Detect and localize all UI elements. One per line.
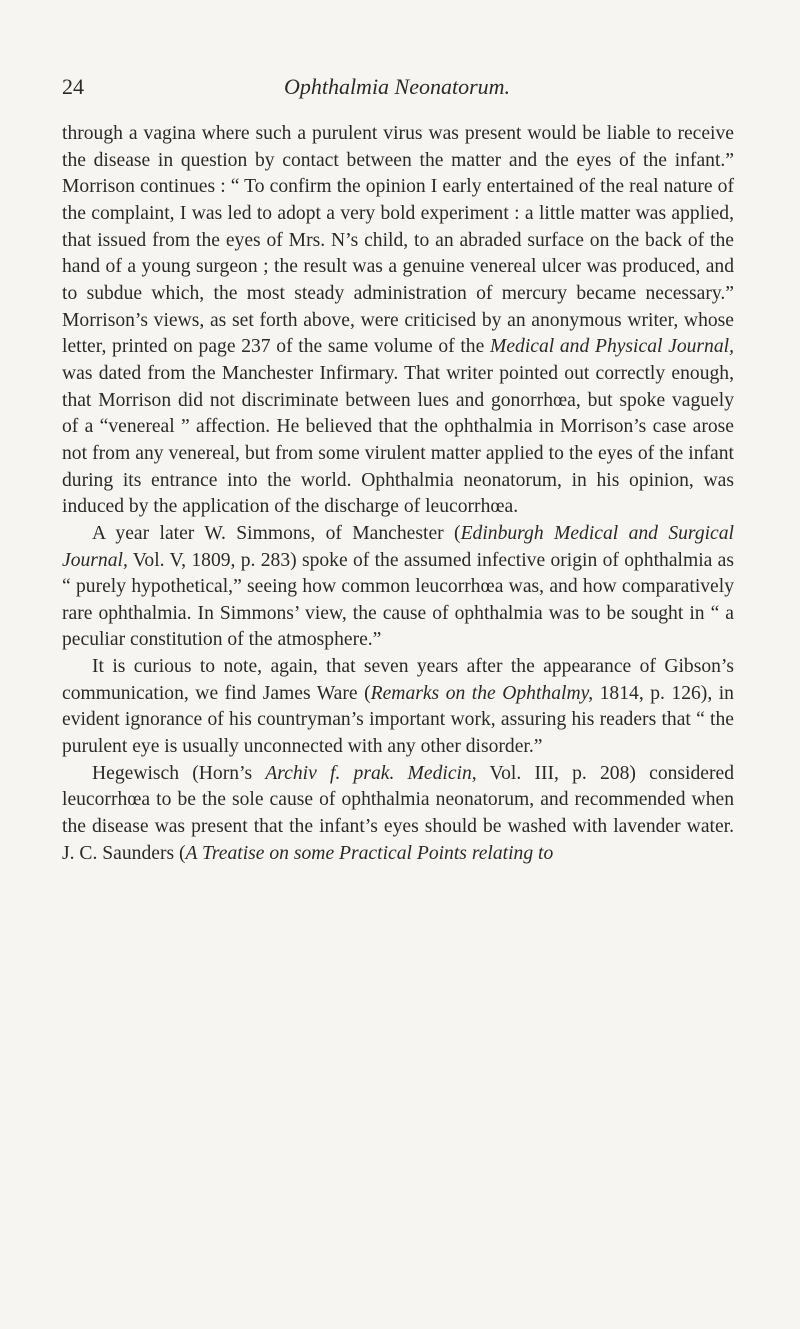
text-segment: 1814, p. 126), in evident ignorance of his countryman’s important work, assuring his readers that “ the purulent eye is usually unconnected with any other disorder.”	[62, 682, 734, 758]
text-segment: was dated from the Manchester Infirmary. That writer pointed out correctly enough, that Morrison did not discriminate between lues and gonorrhœa, but spoke vaguely of a “venereal ” affection. He believed that the ophthalmia in Morrison’s case arose not from any venereal, but from some virulent matter applied to the eyes of the infant during its entrance into the world. Ophthalmia neonatorum, in his opinion, was induced by the application of the discharge of leucorrhœa.	[62, 362, 734, 518]
paragraph-1	[62, 121, 734, 521]
paragraph-4	[62, 761, 734, 868]
paragraph-3	[62, 654, 734, 761]
text-segment: Hegewisch (Horn’s	[92, 762, 266, 784]
running-head	[62, 70, 732, 104]
page-number: 24	[62, 74, 84, 99]
journal-title: Archiv f. prak. Medicin,	[265, 762, 477, 784]
text-segment: Vol. III, p. 208) considered leucorrhœa to be the sole cause of ophthalmia neonatorum, and recommended when the disease was present that the infant’s eyes should be washed with lavender water. J. C. Saunders (	[62, 762, 734, 864]
book-title: A Treatise on some Practical Points relating to	[185, 842, 554, 864]
paragraph-2	[62, 521, 734, 654]
running-title: Ophthalmia Neonatorum.	[283, 74, 511, 99]
text-segment: through a vagina where such a purulent virus was present would be liable to receive the disease in question by contact between the matter and the eyes of the infant.” Morrison continues : “ To confirm the opinion I early entertained of the real nature of the complaint, I was led to adopt a very bold experiment : a little matter was applied, that issued from the eyes of Mrs. N’s child, to an abraded surface on the back of the hand of a young surgeon ; the result was a genuine venereal ulcer was produced, and to subdue which, the most steady administration of mercury became necessary.” Morrison’s views, as set forth above, were criticised by an anonymous writer, whose letter, printed on page 237 of the same volume of the	[62, 123, 734, 358]
body-text	[62, 121, 734, 867]
text-segment: Vol. V, 1809, p. 283) spoke of the assumed infective origin of ophthalmia as “ purely hypothetical,” seeing how common leucorrhœa was, and how comparatively rare ophthalmia. In Simmons’ view, the cause of ophthalmia was to be sought in “ a peculiar constitution of the atmosphere.”	[62, 549, 734, 651]
journal-title: Medical and Physical Journal,	[490, 336, 734, 358]
text-segment: A year later W. Simmons, of Manchester (	[92, 522, 461, 544]
book-title: Remarks on the Ophthalmy,	[370, 682, 594, 704]
text-segment: It is curious to note, again, that seven years after the appearance of Gibson’s communication, we find James Ware (	[62, 656, 734, 704]
journal-title: Edinburgh Medical and Surgical Journal,	[62, 522, 734, 571]
